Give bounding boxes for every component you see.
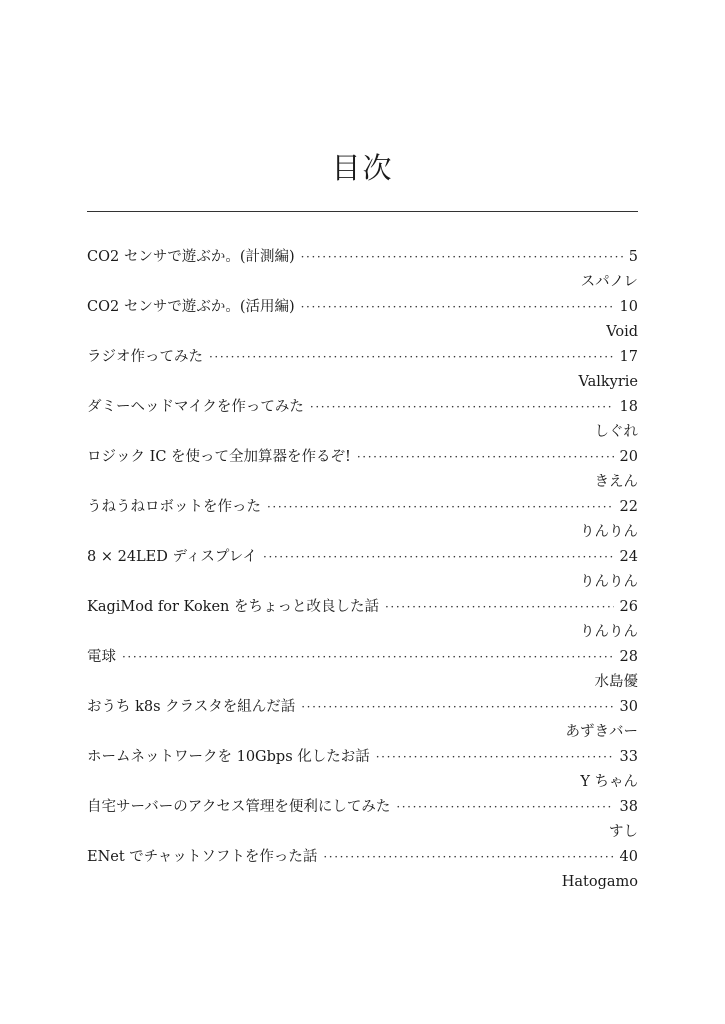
dot-leader xyxy=(301,245,623,270)
toc-entry-author: あずきバー xyxy=(565,724,638,740)
toc-entry[interactable] xyxy=(87,545,638,595)
toc-entry-line xyxy=(87,695,638,720)
toc-entry-page-number: 26 xyxy=(619,599,638,615)
toc-entry-page-number: 30 xyxy=(619,699,638,715)
toc-entry-title: ラジオ作ってみた xyxy=(87,349,203,365)
toc-entry-title: ENet でチャットソフトを作った話 xyxy=(87,849,318,865)
toc-entry[interactable] xyxy=(87,495,638,545)
toc-entry-author: Void xyxy=(606,324,638,340)
title-divider xyxy=(87,211,638,212)
toc-entry[interactable] xyxy=(87,845,638,895)
toc-entry-title: KagiMod for Koken をちょっと改良した話 xyxy=(87,599,379,615)
toc-entry-line xyxy=(87,545,638,570)
dot-leader xyxy=(209,345,614,370)
toc-entry-line xyxy=(87,245,638,270)
toc-entry-page-number: 20 xyxy=(619,449,638,465)
toc-entry-line xyxy=(87,795,638,820)
dot-leader xyxy=(122,645,614,670)
toc-entry-title: 電球 xyxy=(87,649,116,665)
toc-entry-author: 水島優 xyxy=(594,674,638,690)
toc-entry-page-number: 17 xyxy=(619,349,638,365)
toc-entry[interactable] xyxy=(87,595,638,645)
dot-leader xyxy=(396,795,613,820)
toc-entry-author: りんりん xyxy=(580,524,638,540)
toc-entry-page-number: 33 xyxy=(619,749,638,765)
toc-entry-author: しぐれ xyxy=(594,424,638,440)
toc-entry-line xyxy=(87,745,638,770)
dot-leader xyxy=(310,395,614,420)
toc-entry-title: 自宅サーバーのアクセス管理を便利にしてみた xyxy=(87,799,391,815)
dot-leader xyxy=(267,495,614,520)
toc-entry-author: りんりん xyxy=(580,624,638,640)
toc-entry[interactable] xyxy=(87,745,638,795)
toc-title: 目次 xyxy=(331,151,394,185)
toc-entry-page-number: 5 xyxy=(628,249,638,265)
toc-entry[interactable] xyxy=(87,395,638,445)
toc-entry-line xyxy=(87,595,638,620)
toc-entry-author: Y ちゃん xyxy=(580,774,638,790)
toc-entry-title: うねうねロボットを作った xyxy=(87,499,261,515)
toc-entry-page-number: 40 xyxy=(619,849,638,865)
toc-entry-line xyxy=(87,495,638,520)
toc-entry-line xyxy=(87,395,638,420)
toc-entry[interactable] xyxy=(87,445,638,495)
toc-entry-author: りんりん xyxy=(580,574,638,590)
toc-entry-author: Hatogamo xyxy=(561,874,638,890)
toc-entry[interactable] xyxy=(87,695,638,745)
toc-entry-author: スパノレ xyxy=(580,274,638,290)
toc-entry-page-number: 18 xyxy=(619,399,638,415)
dot-leader xyxy=(263,545,614,570)
toc-entry-title: 8 × 24LED ディスプレイ xyxy=(87,549,258,565)
toc-entry-title: ホームネットワークを 10Gbps 化したお話 xyxy=(87,749,370,765)
toc-entry-title: おうち k8s クラスタを組んだ話 xyxy=(87,699,296,715)
toc-entry-author: すし xyxy=(609,824,638,840)
toc-entry-title: CO2 センサで遊ぶか。(活用編) xyxy=(87,299,295,315)
toc-entry-page-number: 28 xyxy=(619,649,638,665)
toc-entry-page-number: 24 xyxy=(619,549,638,565)
toc-entry-line xyxy=(87,445,638,470)
toc-entry-title: ダミーヘッドマイクを作ってみた xyxy=(87,399,304,415)
dot-leader xyxy=(357,445,614,470)
toc-entry-line xyxy=(87,845,638,870)
toc-entry-page-number: 10 xyxy=(619,299,638,315)
toc-entry-title: CO2 センサで遊ぶか。(計測編) xyxy=(87,249,295,265)
toc-entry-page-number: 22 xyxy=(619,499,638,515)
dot-leader xyxy=(301,695,613,720)
toc-entry[interactable] xyxy=(87,245,638,295)
toc-entry-page-number: 38 xyxy=(619,799,638,815)
dot-leader xyxy=(376,745,614,770)
dot-leader xyxy=(323,845,613,870)
toc-entry[interactable] xyxy=(87,645,638,695)
toc-entry-line xyxy=(87,645,638,670)
toc-entry-author: Valkyrie xyxy=(578,374,638,390)
toc-entry-author: きえん xyxy=(594,474,638,490)
toc-entry-line xyxy=(87,345,638,370)
toc-entry-line xyxy=(87,295,638,320)
toc-entry[interactable] xyxy=(87,295,638,345)
dot-leader xyxy=(385,595,614,620)
toc-entry[interactable] xyxy=(87,345,638,395)
toc-entry-title: ロジック IC を使って全加算器を作るぞ! xyxy=(87,449,351,465)
toc-list xyxy=(87,245,638,895)
toc-entry[interactable] xyxy=(87,795,638,845)
dot-leader xyxy=(301,295,614,320)
